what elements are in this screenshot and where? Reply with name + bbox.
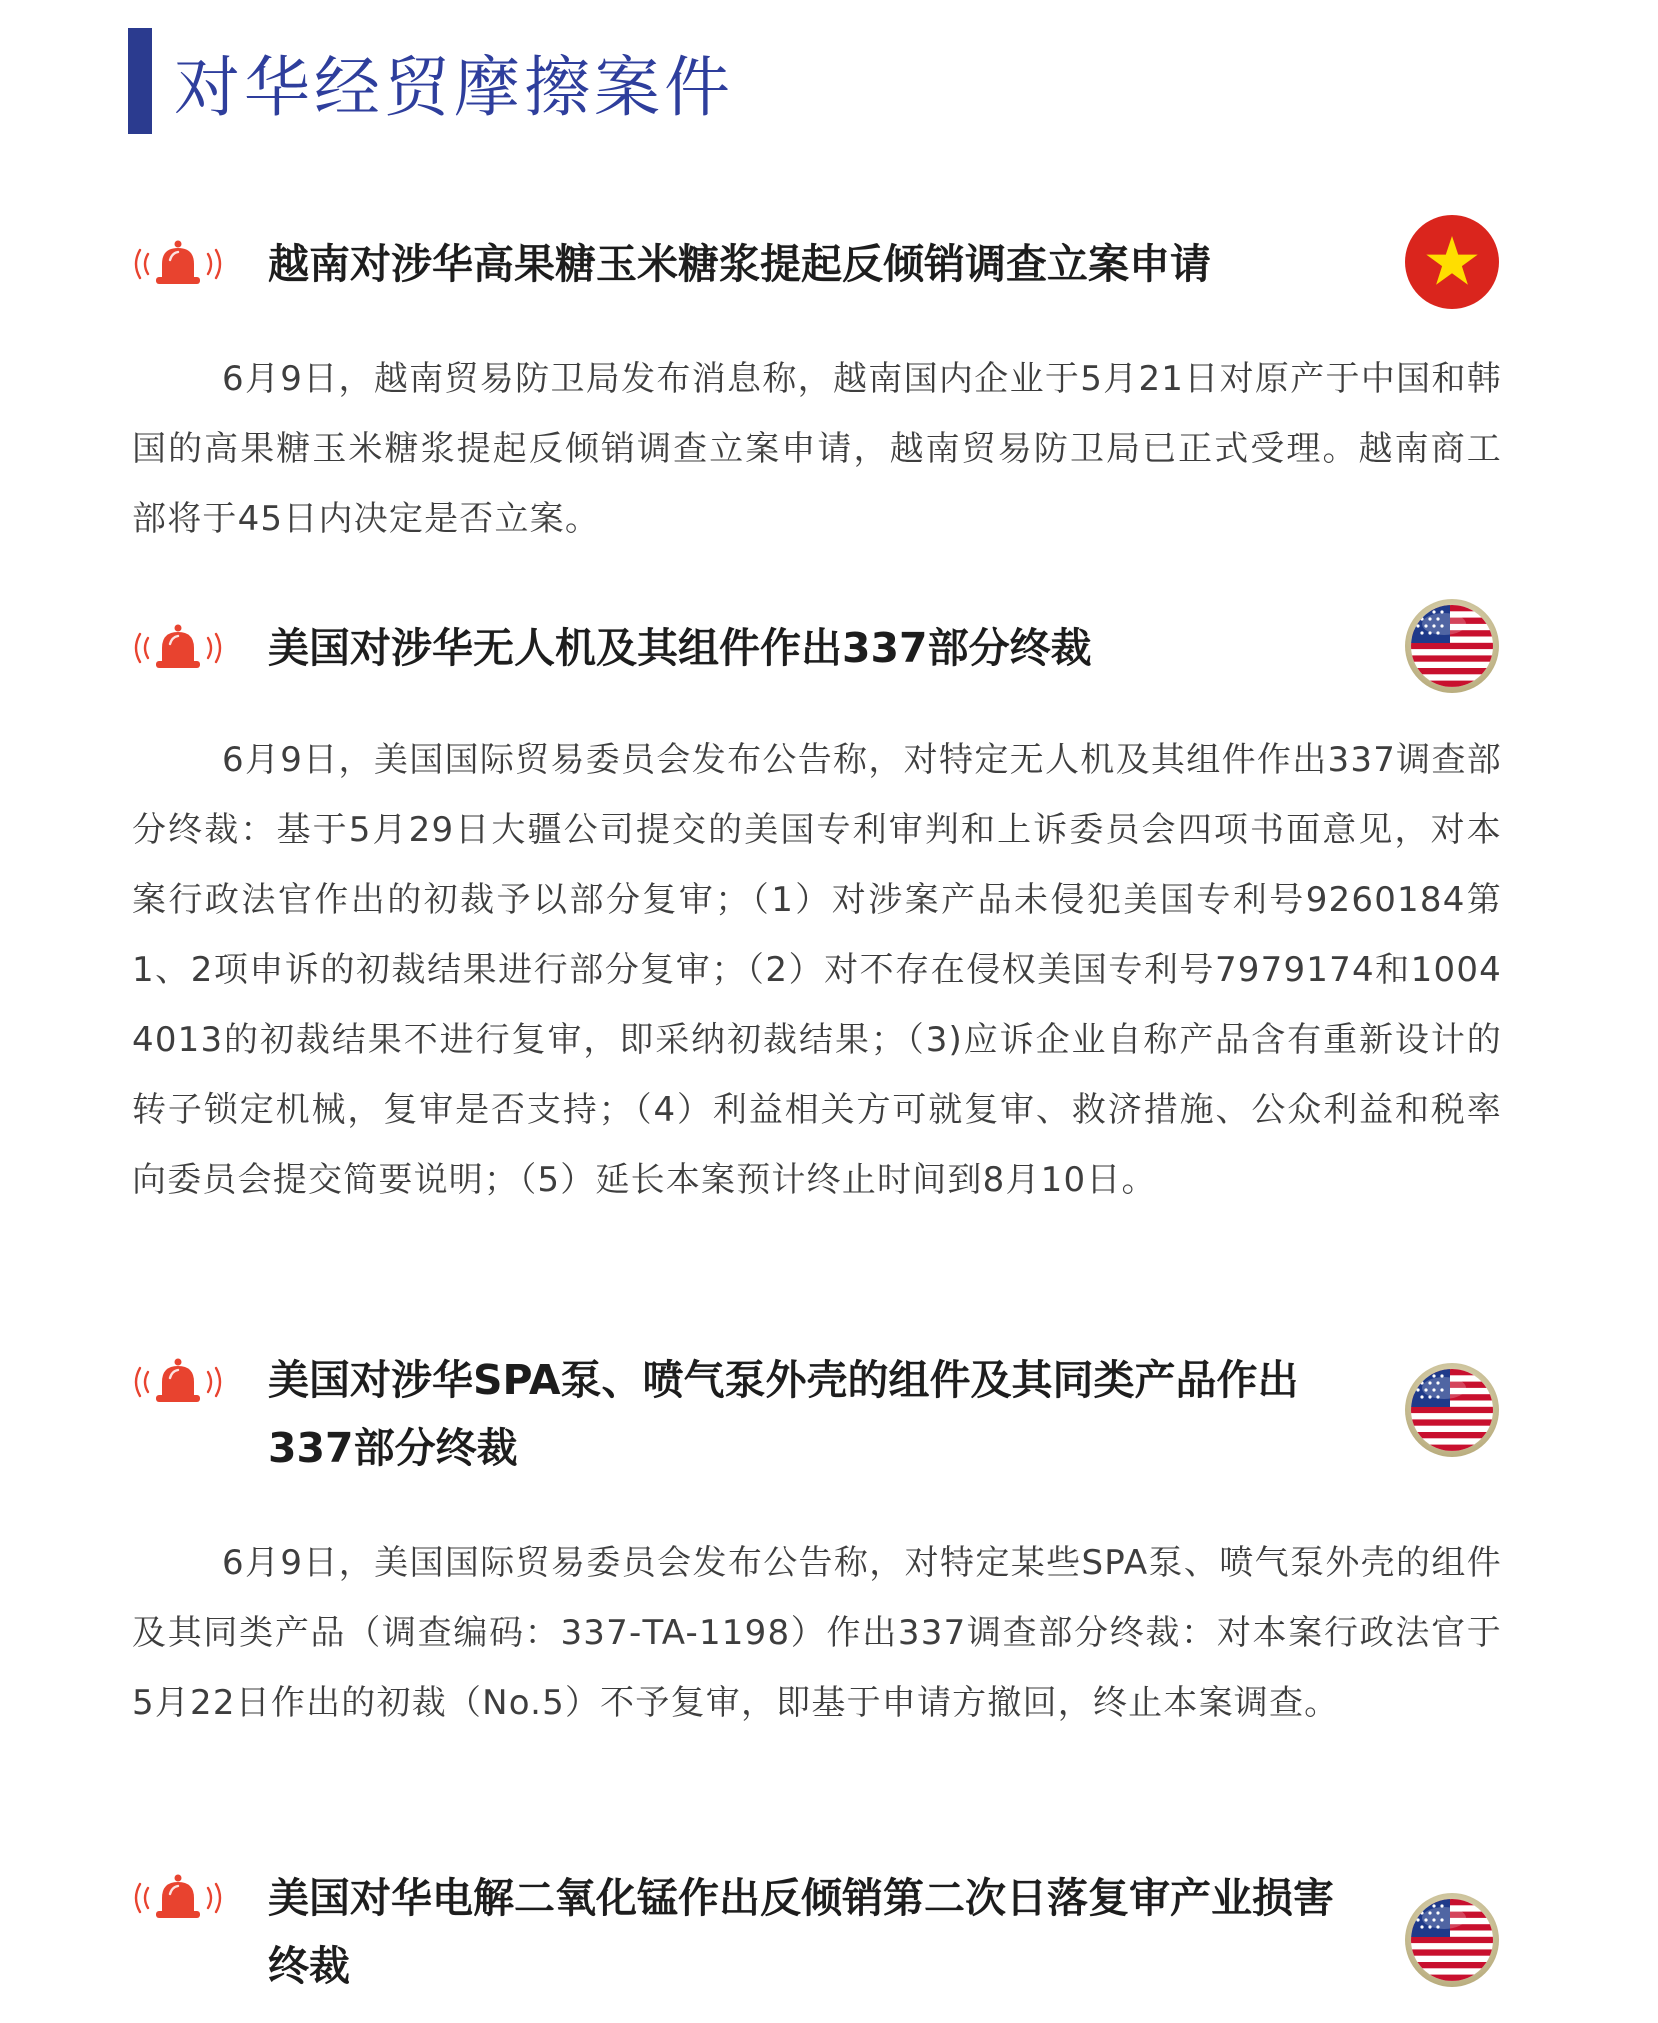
case-body: 6月9日，美国国际贸易委员会发布公告称，对特定无人机及其组件作出337调查部分终裁：基于5月29日大疆公司提交的美国专利审判和上诉委员会四项书面意见，对本案行政法官作出的初裁予以部分复审；（1）对涉案产品未侵犯美国专利号9260184第1、2项申诉的初裁结果进行部分复审；（2）对不存在侵权美国专利号7979174和10044013的初裁结果不进行复审，即采纳初裁结果；（3)应诉企业自称产品含有重新设计的转子锁定机械，复审是否支持；（4）利益相关方可就复审、救济措施、公众利益和税率向委员会提交简要说明；（5）延长本案预计终止时间到8月10日。 [132,740,1502,1200]
case-title: 美国对涉华SPA泵、喷气泵外壳的组件及其同类产品作出337部分终裁 [268,1356,1299,1472]
section-title: 对华经贸摩擦案件 [174,48,734,126]
usa-flag-icon [1404,1892,1500,1988]
alarm-bell-icon [128,1870,228,1926]
case-title: 越南对涉华高果糖玉米糖浆提起反倾销调查立案申请 [268,240,1211,288]
case-title: 美国对涉华无人机及其组件作出337部分终裁 [268,624,1092,672]
usa-flag-icon [1404,1362,1500,1458]
case-body: 6月9日，美国国际贸易委员会发布公告称，对特定某些SPA泵、喷气泵外壳的组件及其同类产品（调查编码：337-TA-1198）作出337调查部分终裁：对本案行政法官于5月22日作出的初裁（No.5）不予复审，即基于申请方撤回，终止本案调查。 [132,1543,1502,1723]
section-header [128,28,734,134]
case-title: 美国对华电解二氧化锰作出反倾销第二次日落复审产业损害终裁 [268,1874,1334,1990]
case-body: 6月9日，越南贸易防卫局发布消息称，越南国内企业于5月21日对原产于中国和韩国的高果糖玉米糖浆提起反倾销调查立案申请，越南贸易防卫局已正式受理。越南商工部将于45日内决定是否立案。 [132,359,1502,539]
alarm-bell-icon [128,236,228,292]
alarm-bell-icon [128,1354,228,1410]
alarm-bell-icon [128,620,228,676]
vietnam-flag-icon [1404,214,1500,310]
usa-flag-icon [1404,598,1500,694]
section-accent-bar [128,28,152,134]
